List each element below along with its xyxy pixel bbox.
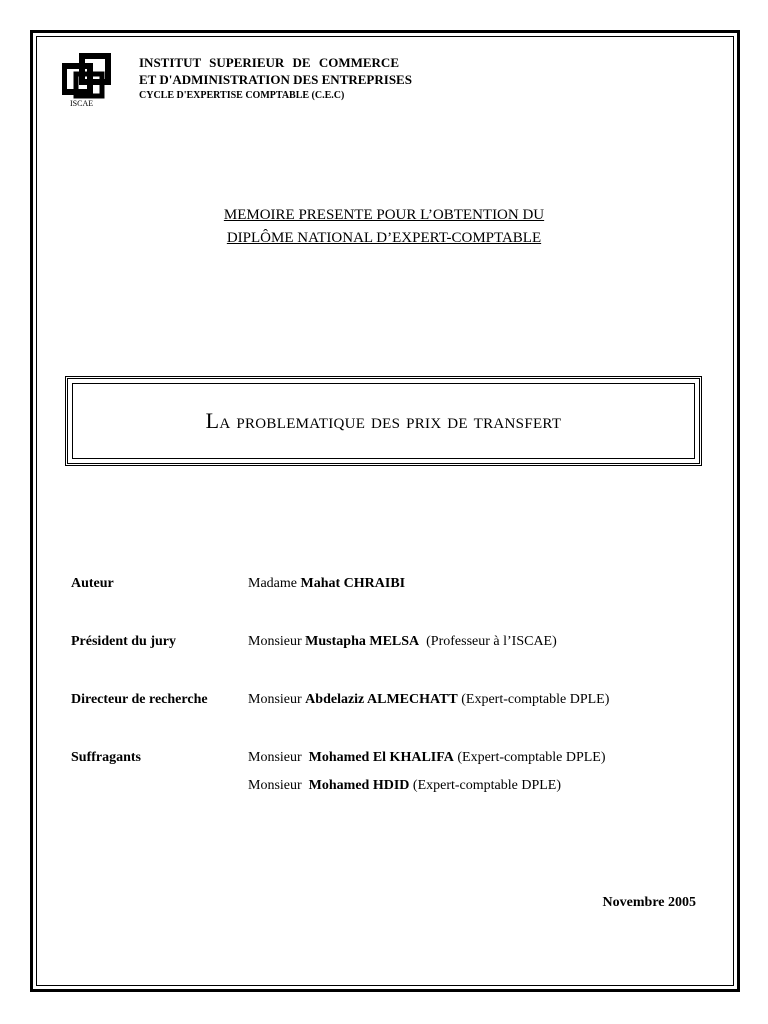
president-suffix: (Professeur à l’ISCAE)	[419, 634, 557, 649]
submission-date: Novembre 2005	[602, 895, 696, 910]
directeur-value	[248, 692, 609, 708]
auteur-value	[248, 576, 405, 592]
auteur-name: Mahat CHRAIBI	[300, 576, 406, 591]
suffragant-1-suffix: (Expert-comptable DPLE)	[453, 750, 606, 765]
suffragant-2-prefix: Monsieur	[248, 778, 309, 793]
president-prefix: Monsieur	[248, 634, 306, 649]
president-label: Président du jury	[71, 634, 176, 649]
suffragant-2	[248, 778, 561, 794]
suffragant-1	[248, 750, 606, 766]
institution-name-line2: ET D'ADMINISTRATION DES ENTREPRISES	[139, 72, 412, 87]
directeur-suffix: (Expert-comptable DPLE)	[457, 692, 610, 707]
directeur-name: Abdelaziz ALMECHATT	[305, 692, 458, 707]
suffragant-2-suffix: (Expert-comptable DPLE)	[409, 778, 562, 793]
logo-caption: ISCAE	[70, 99, 94, 108]
cycle-name: CYCLE D'EXPERTISE COMPTABLE (C.E.C)	[139, 90, 345, 101]
institution-name-line1: INSTITUT SUPERIEUR DE COMMERCE	[139, 55, 399, 70]
president-value	[248, 634, 557, 650]
suffragants-label: Suffragants	[71, 750, 142, 765]
memoire-line2: DIPLÔME NATIONAL D’EXPERT-COMPTABLE	[226, 230, 542, 246]
page-inner-border	[36, 36, 734, 986]
title-box	[65, 376, 702, 466]
auteur-label: Auteur	[71, 576, 114, 591]
thesis-title: La problematique des prix de transfert	[205, 408, 562, 433]
suffragant-2-name: Mohamed HDID	[308, 778, 410, 793]
directeur-label: Directeur de recherche	[71, 692, 208, 707]
directeur-prefix: Monsieur	[248, 692, 306, 707]
auteur-prefix: Madame	[248, 576, 301, 591]
suffragant-1-prefix: Monsieur	[248, 750, 309, 765]
memoire-line1: MEMOIRE PRESENTE POUR L’OBTENTION DU	[223, 207, 545, 223]
suffragant-1-name: Mohamed El KHALIFA	[308, 750, 454, 765]
president-name: Mustapha MELSA	[305, 634, 420, 649]
